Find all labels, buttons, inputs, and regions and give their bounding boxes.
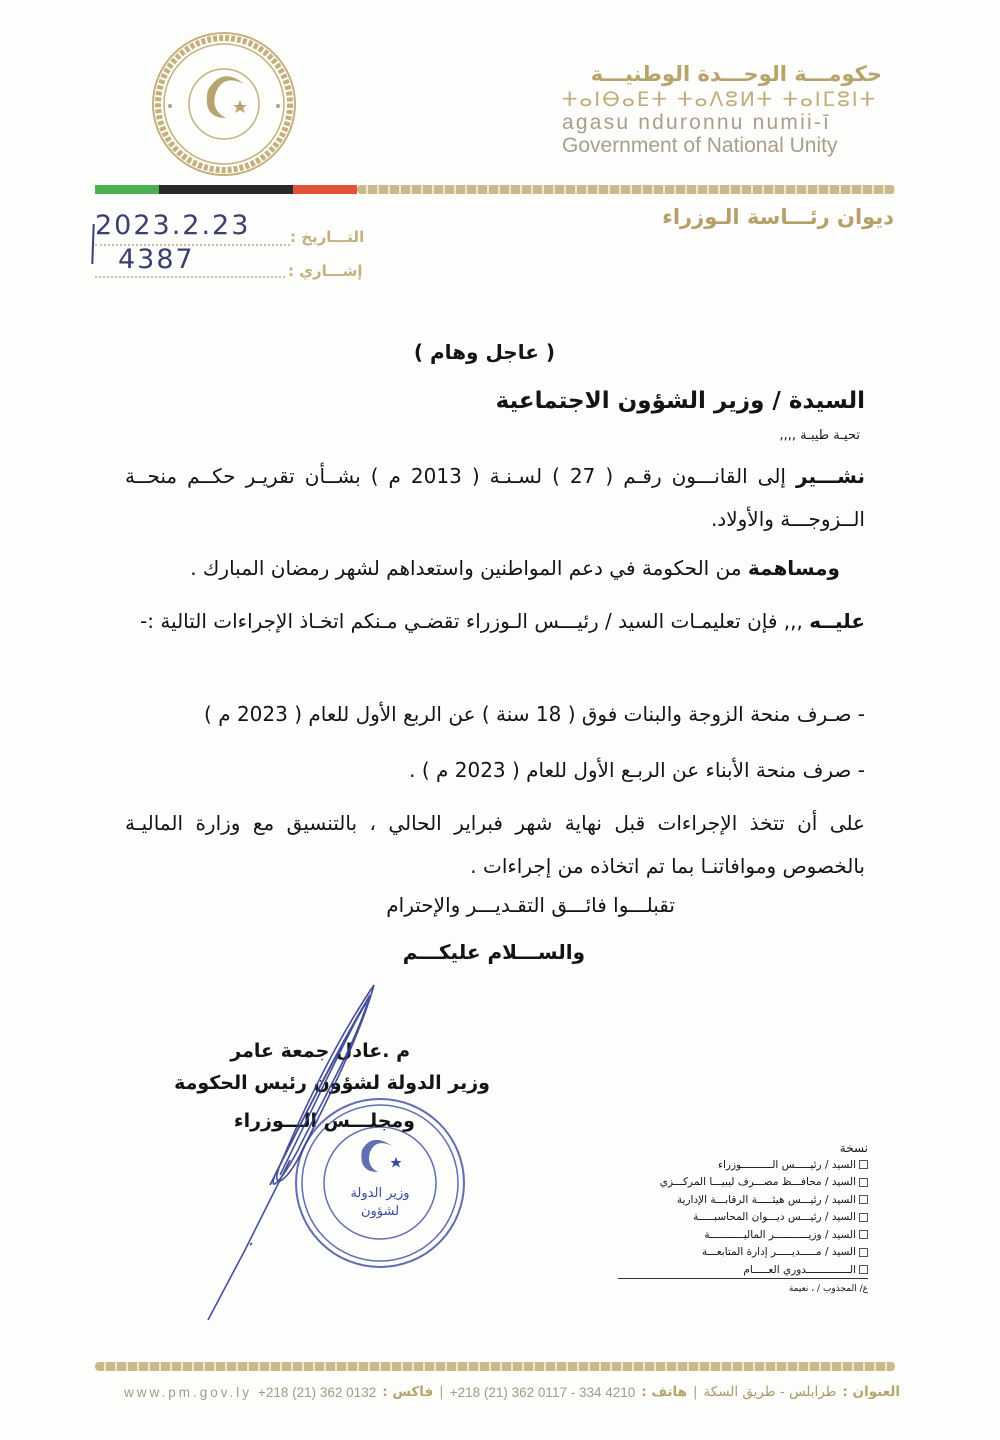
government-name-english: Government of National Unity (562, 134, 838, 157)
office-name: ديوان رئـــاسة الـوزراء (662, 205, 894, 229)
closing-salutation: والســـلام عليكـــم (402, 940, 585, 964)
flag-color-bar (95, 185, 357, 194)
government-name-tifinagh: ⵜⴰⵏⴱⴰⴹⵜ ⵜⴰⴷⵓⵍⵜ ⵜⴰⵏⵎⵓⵏⵜ (562, 87, 877, 111)
action-item: - صـرف منحة الزوجة والبنات فوق ( 18 سنة ) عن الربع الأول للعام ( 2023 م ) (204, 702, 865, 726)
paragraph-law-reference (125, 455, 865, 541)
signatory-title: وزير الدولة لشؤون رئيس الحكومة (174, 1072, 490, 1094)
paragraph-text: ,,, فإن تعليمـات السيد / رئيـــس الـوزراء تقضـي مـنكم اتخـاذ الإجراءات التالية :- (140, 609, 810, 633)
footer-contact (95, 1384, 900, 1400)
stamp-text-line1: وزير الدولة (350, 1186, 410, 1201)
signatory-title-continued: ومجلـــس الـــوزراء (233, 1110, 415, 1132)
decorative-chain-border-bottom (95, 1362, 895, 1371)
handwritten-reference-number: 4387 (118, 244, 195, 275)
phone-label: هاتف : (641, 1384, 687, 1400)
cc-item: السيد / رئيـــس هيئـــــة الرقابـــة الإدارية (618, 1192, 868, 1210)
checkbox-icon (859, 1265, 868, 1274)
cc-item: الــــــــــــــدوري العـــــام (618, 1262, 868, 1280)
checkbox-icon (859, 1195, 868, 1204)
flag-red-stripe (293, 185, 357, 194)
handwritten-signature (190, 975, 390, 1325)
reference-dotted-line (95, 276, 285, 278)
checkbox-icon (859, 1160, 868, 1169)
cc-item: السيد / محافـــظ مصـــرف ليبيـــا المركـــزي (618, 1174, 868, 1192)
star-icon (233, 100, 247, 113)
government-name-block (562, 62, 882, 158)
address-value: طرابلس - طريق السكة (703, 1384, 837, 1400)
fax-value: +218 (21) 362 0132 (257, 1384, 377, 1400)
phone-value: +218 (21) 362 0117 - 334 4210 (449, 1384, 636, 1400)
address-label: العنوان : (842, 1384, 900, 1400)
signatory-name: م .عادل جمعة عامر (230, 1040, 410, 1062)
paragraph-lead: نشـــير (796, 464, 865, 488)
paragraph-instructions (125, 600, 865, 643)
paragraph-contribution (100, 547, 840, 590)
government-emblem (150, 30, 298, 178)
cc-item: السيد / مـــــديـــــر إدارة المتابعـــة (618, 1244, 868, 1262)
addressee: السيدة / وزير الشؤون الاجتماعية (495, 388, 865, 414)
checkbox-icon (859, 1178, 868, 1187)
greeting: تحيـة طيبـة ,,,, (779, 428, 860, 443)
flag-black-stripe (159, 185, 293, 194)
checkbox-icon (859, 1230, 868, 1239)
separator: | (692, 1384, 698, 1400)
handwritten-date: 2023.2.23 (95, 210, 251, 241)
flag-green-stripe (95, 185, 159, 194)
date-label: التـــاريخ : (290, 228, 365, 246)
action-item: - صرف منحة الأبناء عن الربـع الأول للعام ( 2023 م ) . (409, 758, 865, 782)
paragraph-deadline: على أن تتخذ الإجراءات قبل نهاية شهر فبراير الحالي ، بالتنسيق مع وزارة الماليـة بالخصوص وموافاتنـا بما تم اتخاذه من إجراءات . (125, 811, 865, 878)
paragraph-lead: عليــه (809, 609, 865, 633)
closing-regards: تقبلـــوا فائـــق التقـديـــر والإحترام (386, 893, 675, 917)
star-icon (391, 1157, 402, 1168)
government-name-amazigh: agasu nduronnu numii-ī (562, 111, 832, 134)
cc-item: السيد / رئيـــس ديـــوان المحاسبـــــة (618, 1209, 868, 1227)
cc-item: السيد / رئيـــــس الــــــــــوزراء (618, 1157, 868, 1175)
checkbox-icon (859, 1248, 868, 1257)
decorative-chain-border (357, 185, 895, 194)
cc-item: السيد / وزيـــــــــــر الماليـــــــــــة (618, 1227, 868, 1245)
government-name-arabic: حكومـــة الوحـــدة الوطنيـــة (590, 62, 882, 86)
reference-label: إشـــاري : (288, 262, 363, 280)
checkbox-icon (859, 1213, 868, 1222)
separator: | (439, 1384, 444, 1400)
paragraph-text: من الحكومة في دعم المواطنين واستعداهم لشهر رمضان المبارك . (190, 556, 748, 580)
website-link[interactable]: www.pm.gov.ly (123, 1384, 252, 1400)
stamp-text-line2: لشؤون (360, 1204, 400, 1219)
prepared-by: ع/ المجذوب / ، نعيمة (788, 1284, 868, 1294)
fax-label: فاكس : (382, 1384, 434, 1400)
copy-recipients-list (618, 1140, 868, 1298)
paragraph-text: إلى القانـــون رقـم ( 27 ) لسـنـة ( 2013 م ) بشــأن تقريـر حكــم منحــة الــزوجـــة والأولاد. (125, 464, 865, 531)
paragraph-lead: ومساهمة (747, 556, 840, 580)
copy-heading: نسخة (839, 1141, 868, 1155)
urgency-label: ( عاجل وهام ) (413, 340, 555, 364)
crescent-icon (207, 76, 244, 118)
